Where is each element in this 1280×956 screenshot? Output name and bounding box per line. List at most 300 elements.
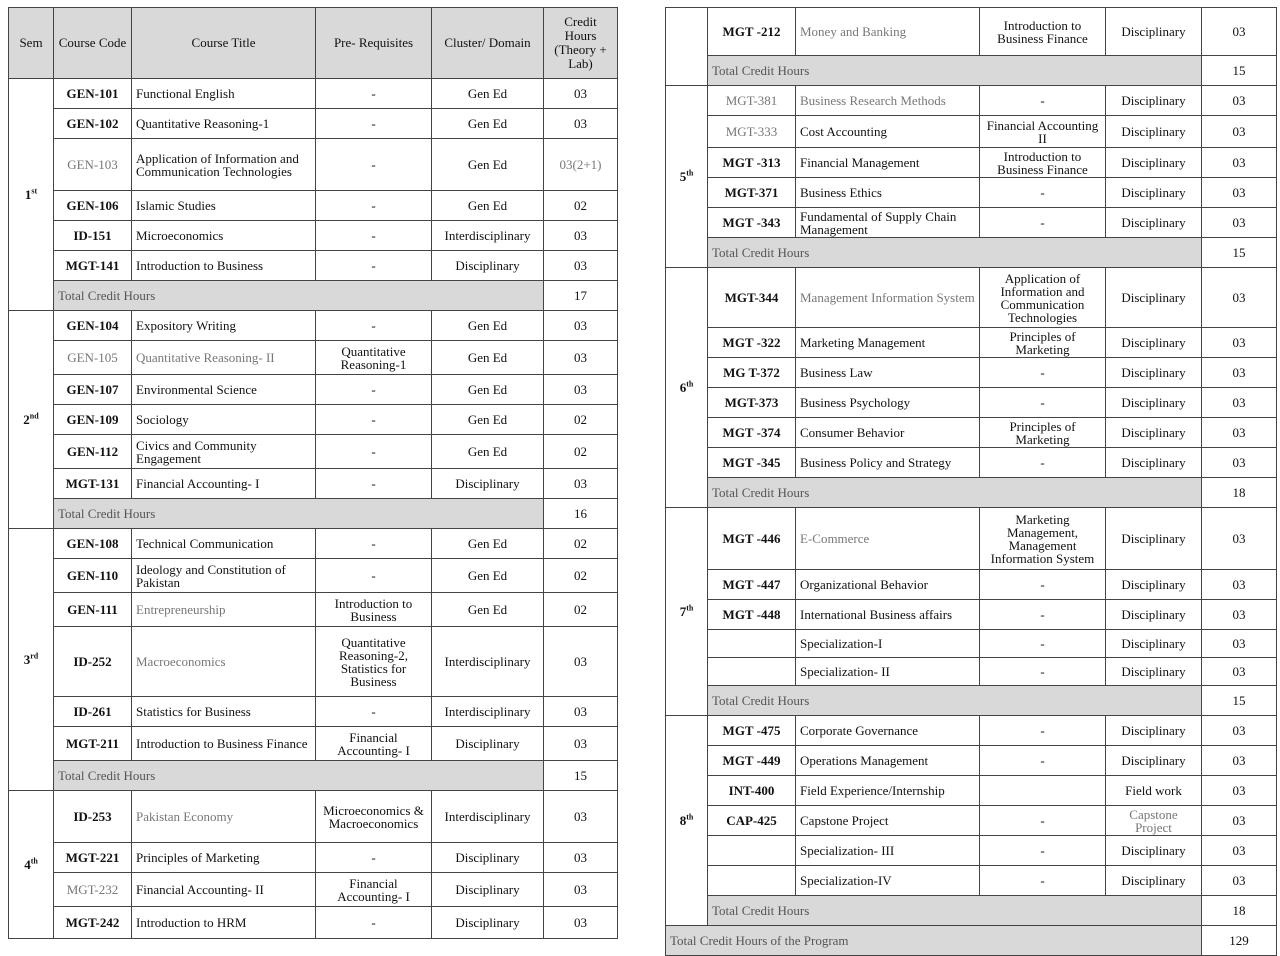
course-credit: 03 xyxy=(1202,328,1277,358)
total-row xyxy=(666,56,1277,86)
course-title: Specialization-IV xyxy=(796,866,980,896)
course-code: GEN-103 xyxy=(54,139,132,191)
course-row xyxy=(9,727,618,761)
course-code: GEN-101 xyxy=(54,79,132,109)
course-code xyxy=(708,658,796,686)
course-cluster: Gen Ed xyxy=(432,311,544,341)
course-code: GEN-105 xyxy=(54,341,132,375)
course-row xyxy=(666,448,1277,478)
course-row xyxy=(9,873,618,907)
scheme-of-studies-table-right xyxy=(665,7,1277,956)
course-prerequisite: - xyxy=(980,746,1106,776)
course-cluster: Disciplinary xyxy=(1106,630,1202,658)
course-cluster: Disciplinary xyxy=(432,843,544,873)
course-credit: 03 xyxy=(1202,116,1277,148)
course-cluster: Gen Ed xyxy=(432,559,544,593)
semester-ordinal: th xyxy=(30,856,38,866)
course-code: MGT-141 xyxy=(54,251,132,281)
course-code: MGT-344 xyxy=(708,268,796,328)
course-code: MGT-242 xyxy=(54,907,132,939)
course-prerequisite: - xyxy=(980,448,1106,478)
course-prerequisite: Principles of Marketing xyxy=(980,328,1106,358)
course-cluster: Disciplinary xyxy=(432,251,544,281)
course-credit: 03 xyxy=(1202,268,1277,328)
course-code: MGT -446 xyxy=(708,508,796,570)
course-prerequisite: - xyxy=(316,843,432,873)
course-title: Organizational Behavior xyxy=(796,570,980,600)
course-title: Business Ethics xyxy=(796,178,980,208)
course-title: Application of Information and Communication Technologies xyxy=(132,139,316,191)
total-row xyxy=(9,761,618,791)
header-credit-hours: Credit Hours (Theory + Lab) xyxy=(544,8,618,79)
course-credit: 02 xyxy=(544,405,618,435)
course-prerequisite xyxy=(980,776,1106,806)
total-row xyxy=(666,478,1277,508)
course-credit: 03 xyxy=(1202,448,1277,478)
course-prerequisite: - xyxy=(980,208,1106,238)
course-title: Expository Writing xyxy=(132,311,316,341)
scheme-of-studies-table-left xyxy=(8,7,618,939)
course-title: Financial Management xyxy=(796,148,980,178)
course-cluster: Interdisciplinary xyxy=(432,791,544,843)
course-cluster: Disciplinary xyxy=(1106,746,1202,776)
course-cluster: Interdisciplinary xyxy=(432,697,544,727)
course-cluster: Disciplinary xyxy=(1106,268,1202,328)
total-credit-value: 15 xyxy=(1202,56,1277,86)
course-row xyxy=(9,469,618,499)
course-credit: 03 xyxy=(1202,658,1277,686)
total-credit-value: 18 xyxy=(1202,896,1277,926)
total-credit-value: 16 xyxy=(544,499,618,529)
course-prerequisite: - xyxy=(980,866,1106,896)
course-code: MGT -449 xyxy=(708,746,796,776)
course-row xyxy=(9,79,618,109)
course-row xyxy=(9,405,618,435)
course-title: Functional English xyxy=(132,79,316,109)
course-cluster: Disciplinary xyxy=(1106,658,1202,686)
course-row xyxy=(666,8,1277,56)
course-title: Business Psychology xyxy=(796,388,980,418)
total-credit-label: Total Credit Hours xyxy=(708,56,1202,86)
semester-cell xyxy=(666,268,708,508)
course-row xyxy=(9,139,618,191)
course-row xyxy=(666,658,1277,686)
course-cluster: Gen Ed xyxy=(432,375,544,405)
course-credit: 03 xyxy=(1202,508,1277,570)
program-total-value: 129 xyxy=(1202,926,1277,956)
course-title: International Business affairs xyxy=(796,600,980,630)
course-prerequisite: - xyxy=(980,716,1106,746)
course-code: ID-151 xyxy=(54,221,132,251)
total-row xyxy=(666,896,1277,926)
course-prerequisite: Introduction to Business Finance xyxy=(980,8,1106,56)
course-title: Entrepreneurship xyxy=(132,593,316,627)
course-code: ID-253 xyxy=(54,791,132,843)
course-title: Field Experience/Internship xyxy=(796,776,980,806)
total-credit-label: Total Credit Hours xyxy=(708,686,1202,716)
course-code xyxy=(708,630,796,658)
total-credit-label: Total Credit Hours xyxy=(54,281,544,311)
course-credit: 03 xyxy=(1202,8,1277,56)
total-credit-value: 15 xyxy=(1202,686,1277,716)
course-credit: 03 xyxy=(544,727,618,761)
semester-ordinal: th xyxy=(686,812,694,822)
course-code: MGT -447 xyxy=(708,570,796,600)
course-credit: 03 xyxy=(1202,866,1277,896)
course-title: Civics and Community Engagement xyxy=(132,435,316,469)
header-prerequisites: Pre- Requisites xyxy=(316,8,432,79)
course-credit: 03 xyxy=(1202,178,1277,208)
course-row xyxy=(666,570,1277,600)
course-prerequisite: Financial Accounting- I xyxy=(316,727,432,761)
course-prerequisite: Principles of Marketing xyxy=(980,418,1106,448)
course-cluster: Gen Ed xyxy=(432,435,544,469)
course-row xyxy=(9,311,618,341)
course-title: Specialization-I xyxy=(796,630,980,658)
course-code: INT-400 xyxy=(708,776,796,806)
course-title: Principles of Marketing xyxy=(132,843,316,873)
program-total-label: Total Credit Hours of the Program xyxy=(666,926,1202,956)
course-code: ID-252 xyxy=(54,627,132,697)
course-credit: 03 xyxy=(1202,806,1277,836)
course-title: Ideology and Constitution of Pakistan xyxy=(132,559,316,593)
course-code: GEN-104 xyxy=(54,311,132,341)
course-cluster: Disciplinary xyxy=(1106,328,1202,358)
course-prerequisite: - xyxy=(316,221,432,251)
course-row xyxy=(666,776,1277,806)
course-row xyxy=(666,746,1277,776)
total-row xyxy=(666,686,1277,716)
course-title: E-Commerce xyxy=(796,508,980,570)
total-credit-value: 15 xyxy=(1202,238,1277,268)
course-cluster: Gen Ed xyxy=(432,139,544,191)
course-cluster: Disciplinary xyxy=(1106,208,1202,238)
semester-number: 7 xyxy=(679,604,687,619)
course-prerequisite: - xyxy=(980,658,1106,686)
course-code: MGT-371 xyxy=(708,178,796,208)
course-credit: 03 xyxy=(544,109,618,139)
course-title: Introduction to Business xyxy=(132,251,316,281)
semester-cell xyxy=(666,508,708,716)
course-prerequisite: Quantitative Reasoning-1 xyxy=(316,341,432,375)
semester-ordinal: th xyxy=(686,168,694,178)
course-prerequisite: - xyxy=(980,630,1106,658)
course-prerequisite: Financial Accounting- I xyxy=(316,873,432,907)
course-code xyxy=(708,866,796,896)
course-title: Operations Management xyxy=(796,746,980,776)
total-row xyxy=(9,499,618,529)
course-cluster: Disciplinary xyxy=(432,469,544,499)
course-cluster: Disciplinary xyxy=(432,873,544,907)
course-cluster: Gen Ed xyxy=(432,109,544,139)
course-code: MGT-373 xyxy=(708,388,796,418)
course-row xyxy=(666,358,1277,388)
course-credit: 03 xyxy=(1202,570,1277,600)
semester-number: 8 xyxy=(679,813,687,828)
header-sem: Sem xyxy=(9,8,54,79)
semester-cell xyxy=(666,8,708,86)
course-credit: 02 xyxy=(544,529,618,559)
course-code: MGT-381 xyxy=(708,86,796,116)
course-cluster: Disciplinary xyxy=(1106,178,1202,208)
course-title: Capstone Project xyxy=(796,806,980,836)
course-row xyxy=(9,529,618,559)
course-title: Quantitative Reasoning- II xyxy=(132,341,316,375)
course-credit: 03 xyxy=(544,341,618,375)
course-row xyxy=(9,907,618,939)
total-credit-label: Total Credit Hours xyxy=(708,896,1202,926)
semester-ordinal: nd xyxy=(29,411,39,421)
course-code: GEN-111 xyxy=(54,593,132,627)
total-credit-label: Total Credit Hours xyxy=(54,761,544,791)
course-credit: 03 xyxy=(544,469,618,499)
course-title: Management Information System xyxy=(796,268,980,328)
course-credit: 03 xyxy=(544,221,618,251)
course-title: Sociology xyxy=(132,405,316,435)
course-title: Business Research Methods xyxy=(796,86,980,116)
course-title: Technical Communication xyxy=(132,529,316,559)
course-title: Macroeconomics xyxy=(132,627,316,697)
course-title: Business Law xyxy=(796,358,980,388)
course-row xyxy=(666,508,1277,570)
total-credit-value: 17 xyxy=(544,281,618,311)
course-prerequisite: - xyxy=(316,469,432,499)
course-row xyxy=(9,109,618,139)
course-cluster: Disciplinary xyxy=(1106,116,1202,148)
course-credit: 03 xyxy=(544,627,618,697)
course-prerequisite: - xyxy=(316,109,432,139)
course-credit: 03 xyxy=(544,375,618,405)
total-credit-label: Total Credit Hours xyxy=(708,238,1202,268)
course-title: Microeconomics xyxy=(132,221,316,251)
course-cluster: Disciplinary xyxy=(1106,836,1202,866)
course-row xyxy=(666,836,1277,866)
course-prerequisite: - xyxy=(980,358,1106,388)
course-credit: 03 xyxy=(1202,208,1277,238)
course-prerequisite: Microeconomics & Macroeconomics xyxy=(316,791,432,843)
course-prerequisite: - xyxy=(316,907,432,939)
course-code: GEN-108 xyxy=(54,529,132,559)
course-row xyxy=(666,116,1277,148)
course-prerequisite: Financial Accounting II xyxy=(980,116,1106,148)
course-credit: 03 xyxy=(1202,746,1277,776)
semester-cell xyxy=(9,79,54,311)
semester-number: 5 xyxy=(679,169,687,184)
course-prerequisite: - xyxy=(980,570,1106,600)
course-credit: 03 xyxy=(1202,388,1277,418)
course-code: MGT-333 xyxy=(708,116,796,148)
total-row xyxy=(666,238,1277,268)
course-cluster: Disciplinary xyxy=(1106,600,1202,630)
course-code: MGT-232 xyxy=(54,873,132,907)
course-code: MGT-211 xyxy=(54,727,132,761)
course-row xyxy=(666,866,1277,896)
course-credit: 03 xyxy=(1202,716,1277,746)
course-credit: 03 xyxy=(1202,600,1277,630)
total-credit-label: Total Credit Hours xyxy=(54,499,544,529)
course-title: Statistics for Business xyxy=(132,697,316,727)
course-row xyxy=(666,630,1277,658)
course-cluster: Disciplinary xyxy=(1106,448,1202,478)
semester-cell xyxy=(666,716,708,926)
course-row xyxy=(9,791,618,843)
course-prerequisite: - xyxy=(316,191,432,221)
course-title: Pakistan Economy xyxy=(132,791,316,843)
course-prerequisite: - xyxy=(980,806,1106,836)
course-credit: 03 xyxy=(1202,776,1277,806)
semester-cell xyxy=(9,529,54,791)
course-row xyxy=(666,716,1277,746)
course-code: GEN-106 xyxy=(54,191,132,221)
course-code: MGT -448 xyxy=(708,600,796,630)
header-course-title: Course Title xyxy=(132,8,316,79)
total-credit-value: 15 xyxy=(544,761,618,791)
course-title: Marketing Management xyxy=(796,328,980,358)
course-cluster: Interdisciplinary xyxy=(432,221,544,251)
course-title: Financial Accounting- I xyxy=(132,469,316,499)
header-course-code: Course Code xyxy=(54,8,132,79)
course-cluster: Gen Ed xyxy=(432,593,544,627)
program-total-row xyxy=(666,926,1277,956)
course-cluster: Disciplinary xyxy=(1106,388,1202,418)
course-code: GEN-110 xyxy=(54,559,132,593)
course-row xyxy=(666,388,1277,418)
course-cluster: Disciplinary xyxy=(432,727,544,761)
course-row xyxy=(666,208,1277,238)
course-cluster: Disciplinary xyxy=(1106,508,1202,570)
course-title: Islamic Studies xyxy=(132,191,316,221)
course-code: MGT -345 xyxy=(708,448,796,478)
course-cluster: Interdisciplinary xyxy=(432,627,544,697)
course-row xyxy=(666,268,1277,328)
course-row xyxy=(9,435,618,469)
semester-number: 6 xyxy=(679,380,687,395)
course-code xyxy=(708,836,796,866)
course-prerequisite: - xyxy=(316,375,432,405)
course-code: MG T-372 xyxy=(708,358,796,388)
header-cluster-domain: Cluster/ Domain xyxy=(432,8,544,79)
course-credit: 03 xyxy=(544,311,618,341)
course-prerequisite: - xyxy=(980,388,1106,418)
semester-number: 3 xyxy=(23,652,31,667)
course-cluster: Disciplinary xyxy=(1106,570,1202,600)
course-row xyxy=(9,191,618,221)
total-row xyxy=(9,281,618,311)
course-title: Fundamental of Supply Chain Management xyxy=(796,208,980,238)
course-title: Financial Accounting- II xyxy=(132,873,316,907)
course-row xyxy=(9,375,618,405)
course-cluster: Gen Ed xyxy=(432,191,544,221)
course-prerequisite: - xyxy=(316,559,432,593)
course-row xyxy=(9,341,618,375)
course-prerequisite: Quantitative Reasoning-2, Statistics for Business xyxy=(316,627,432,697)
semester-cell xyxy=(666,86,708,268)
course-prerequisite: - xyxy=(316,251,432,281)
course-code: ID-261 xyxy=(54,697,132,727)
course-prerequisite: - xyxy=(980,86,1106,116)
course-row xyxy=(666,418,1277,448)
course-credit: 03 xyxy=(544,873,618,907)
course-cluster: Disciplinary xyxy=(1106,148,1202,178)
course-prerequisite: - xyxy=(316,139,432,191)
course-cluster: Capstone Project xyxy=(1106,806,1202,836)
course-cluster: Disciplinary xyxy=(1106,86,1202,116)
course-row xyxy=(666,178,1277,208)
course-cluster: Disciplinary xyxy=(1106,866,1202,896)
course-title: Introduction to HRM xyxy=(132,907,316,939)
course-credit: 03(2+1) xyxy=(544,139,618,191)
semester-ordinal: rd xyxy=(30,651,39,661)
course-cluster: Gen Ed xyxy=(432,529,544,559)
course-title: Consumer Behavior xyxy=(796,418,980,448)
course-credit: 03 xyxy=(1202,630,1277,658)
course-cluster: Gen Ed xyxy=(432,405,544,435)
course-prerequisite: - xyxy=(980,836,1106,866)
course-prerequisite: Marketing Management, Management Information System xyxy=(980,508,1106,570)
course-prerequisite: - xyxy=(316,697,432,727)
course-title: Quantitative Reasoning-1 xyxy=(132,109,316,139)
course-code: MGT -322 xyxy=(708,328,796,358)
course-row xyxy=(9,593,618,627)
course-prerequisite: - xyxy=(316,435,432,469)
course-title: Corporate Governance xyxy=(796,716,980,746)
course-title: Environmental Science xyxy=(132,375,316,405)
course-row xyxy=(9,251,618,281)
course-cluster: Field work xyxy=(1106,776,1202,806)
course-prerequisite: - xyxy=(316,405,432,435)
course-credit: 02 xyxy=(544,559,618,593)
course-title: Money and Banking xyxy=(796,8,980,56)
course-cluster: Disciplinary xyxy=(1106,418,1202,448)
course-title: Cost Accounting xyxy=(796,116,980,148)
course-cluster: Disciplinary xyxy=(1106,358,1202,388)
course-credit: 03 xyxy=(544,79,618,109)
course-title: Introduction to Business Finance xyxy=(132,727,316,761)
course-credit: 03 xyxy=(1202,418,1277,448)
course-code: GEN-107 xyxy=(54,375,132,405)
semester-ordinal: th xyxy=(686,379,694,389)
course-prerequisite: - xyxy=(980,178,1106,208)
header-row xyxy=(9,8,618,79)
semester-cell xyxy=(9,311,54,529)
course-row xyxy=(9,559,618,593)
course-title: Business Policy and Strategy xyxy=(796,448,980,478)
semester-ordinal: th xyxy=(686,603,694,613)
course-credit: 03 xyxy=(544,843,618,873)
semester-number: 2 xyxy=(23,412,30,427)
course-code: GEN-109 xyxy=(54,405,132,435)
course-row xyxy=(666,148,1277,178)
course-prerequisite: Introduction to Business xyxy=(316,593,432,627)
course-credit: 03 xyxy=(1202,86,1277,116)
course-cluster: Disciplinary xyxy=(1106,8,1202,56)
course-cluster: Gen Ed xyxy=(432,341,544,375)
course-row xyxy=(666,600,1277,630)
course-credit: 02 xyxy=(544,191,618,221)
course-row xyxy=(9,221,618,251)
course-code: MGT-221 xyxy=(54,843,132,873)
course-credit: 03 xyxy=(1202,148,1277,178)
total-credit-label: Total Credit Hours xyxy=(708,478,1202,508)
course-cluster: Disciplinary xyxy=(432,907,544,939)
course-prerequisite: - xyxy=(980,600,1106,630)
course-prerequisite: - xyxy=(316,311,432,341)
course-title: Specialization- III xyxy=(796,836,980,866)
course-row xyxy=(666,806,1277,836)
course-code: MGT -475 xyxy=(708,716,796,746)
course-code: MGT -374 xyxy=(708,418,796,448)
course-credit: 03 xyxy=(544,697,618,727)
